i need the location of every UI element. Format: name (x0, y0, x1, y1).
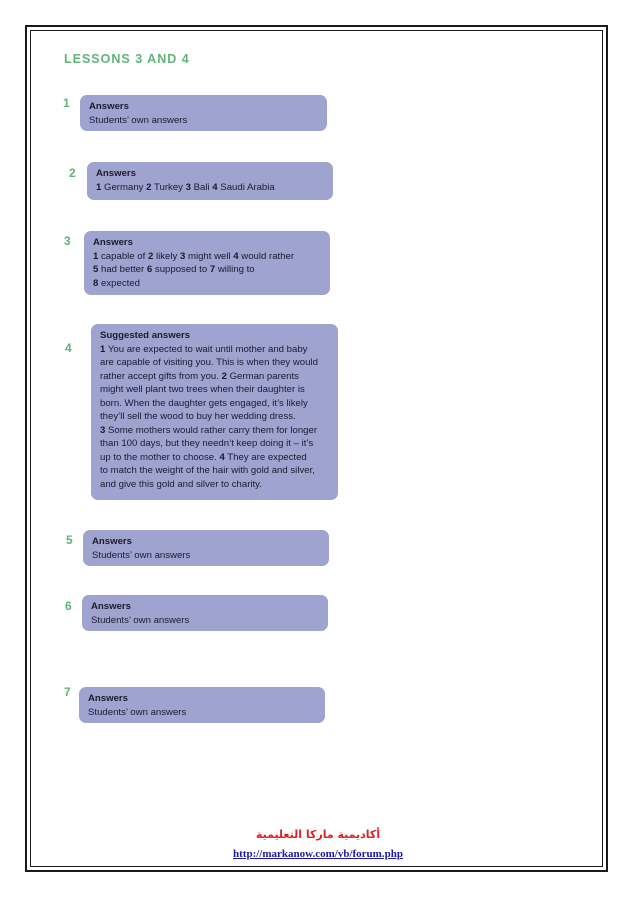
item-number: 6 (65, 599, 72, 613)
answer-number: 1 (93, 250, 99, 262)
answer-line (89, 115, 187, 126)
answer-text: had better (98, 264, 147, 275)
answer-number: 6 (146, 264, 153, 275)
answer-text: up to the mother to choose. (100, 451, 220, 463)
answer-text: Bali (190, 181, 213, 193)
answer-line (91, 615, 189, 626)
box-body (88, 706, 316, 720)
answer-number: 4 (233, 250, 239, 262)
answer-number: 1 (100, 343, 106, 355)
answer-line (92, 550, 190, 561)
footer-link[interactable]: http://markanow.com/vb/forum.php (233, 848, 403, 860)
box-title: Answers (91, 601, 131, 612)
answer-number: 8 (93, 277, 99, 289)
answer-line (96, 182, 275, 193)
answer-number: 2 (147, 250, 154, 262)
answer-number: 4 (212, 181, 218, 193)
answer-text: rather accept gifts from you. (100, 370, 222, 382)
item-number: 1 (63, 96, 70, 110)
answer-text: might well (185, 250, 234, 262)
answer-text: willing to (215, 264, 255, 275)
answer-text: Students’ own answers (89, 114, 188, 126)
answer-line (100, 479, 262, 490)
answer-text: they’ll sell the wood to buy her wedding dress. (100, 411, 296, 422)
answer-number: 2 (221, 370, 227, 382)
answer-number: 1 (96, 181, 102, 193)
answer-line (100, 425, 317, 436)
answer-box (91, 324, 338, 500)
answer-number: 3 (100, 424, 106, 436)
answer-line (100, 438, 313, 449)
answer-text: are capable of visiting you. This is when they would (100, 357, 318, 368)
answer-text: might well plant two trees when their daughter is (100, 384, 305, 395)
box-body (89, 114, 318, 128)
answer-text: Saudi Arabia (217, 181, 275, 193)
page-heading: LESSONS 3 AND 4 (64, 52, 190, 66)
answer-text: expected (98, 277, 140, 289)
answer-number: 7 (209, 264, 216, 275)
box-title: Answers (92, 536, 132, 547)
answer-number: 3 (179, 250, 186, 262)
item-number: 7 (64, 685, 71, 699)
answer-line (100, 398, 308, 409)
box-body (96, 181, 324, 195)
box-title: Suggested answers (100, 330, 191, 341)
answer-text: You are expected to wait until mother and baby (105, 343, 308, 355)
answer-box (83, 530, 329, 566)
answer-text: Some mothers would rather carry them for longer (105, 424, 318, 436)
answer-text: Students’ own answers (92, 549, 191, 561)
answer-text: capable of (98, 250, 148, 262)
answer-line (100, 357, 318, 368)
box-body (100, 343, 329, 492)
answer-number: 3 (185, 181, 191, 193)
answer-number: 5 (93, 264, 99, 275)
answer-line (93, 278, 140, 289)
answer-text: German parents (226, 370, 299, 382)
box-title: Answers (88, 693, 128, 704)
box-body (93, 250, 321, 291)
answer-text: and give this gold and silver to charity. (100, 478, 262, 490)
answer-line (100, 411, 296, 422)
box-title: Answers (89, 101, 129, 112)
box-title: Answers (96, 168, 136, 179)
answer-text: supposed to (152, 264, 210, 275)
answer-text: born. When the daughter gets engaged, it’s likely (100, 397, 308, 409)
item-number: 4 (65, 341, 72, 355)
answer-box (84, 231, 330, 295)
answer-line (93, 251, 294, 262)
answer-number: 4 (219, 451, 225, 463)
footer-arabic-text: أكاديمية ماركا التعليمية (255, 828, 381, 841)
answer-line (100, 452, 307, 463)
box-title: Answers (93, 237, 133, 248)
answer-box (79, 687, 325, 723)
answer-line (88, 707, 186, 718)
answer-text: would rather (238, 250, 295, 262)
box-body (91, 614, 319, 628)
answer-text: Students’ own answers (91, 614, 190, 626)
answer-text: Students’ own answers (88, 706, 187, 718)
answer-text: Germany (101, 181, 147, 193)
item-number: 5 (66, 533, 73, 547)
item-number: 2 (69, 166, 76, 180)
answer-number: 2 (146, 181, 152, 193)
answer-box (82, 595, 328, 631)
answer-text: They are expected (224, 451, 307, 463)
answer-line (100, 344, 307, 355)
answer-line (93, 264, 255, 275)
answer-text: likely (153, 250, 180, 262)
answer-text: than 100 days, but they needn’t keep doing it – it’s (100, 438, 314, 449)
answer-text: to match the weight of the hair with gold and silver, (100, 465, 315, 476)
answer-text: Turkey (151, 181, 186, 193)
answer-box (80, 95, 327, 131)
item-number: 3 (64, 234, 71, 248)
answer-line (100, 371, 299, 382)
answer-line (100, 465, 315, 476)
answer-line (100, 384, 305, 395)
box-body (92, 549, 320, 563)
answer-box (87, 162, 333, 200)
